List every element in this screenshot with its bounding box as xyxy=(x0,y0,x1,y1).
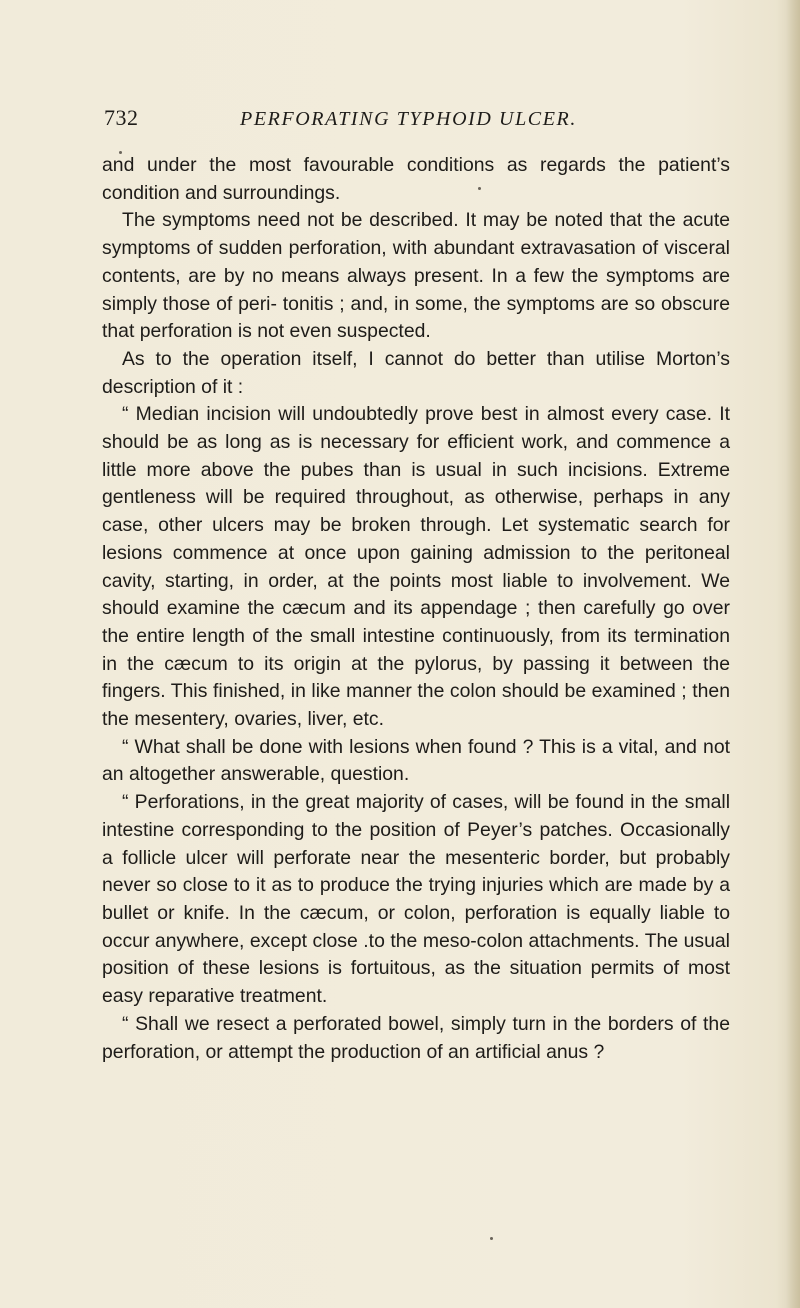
paper-speck xyxy=(478,187,481,190)
paragraph-symptoms: The symptoms need not be described. It may be noted that the acute symptoms of sudden perforation, with abundant extravasation of visceral contents, are by no means always present. In a few the symptoms are simply those of peri- tonitis ; and, in some, the symptoms are so obscure that perforation is not even suspected. xyxy=(102,209,730,343)
page-header xyxy=(104,104,704,140)
paragraph-resect-question: “ Shall we resect a perforated bowel, simply turn in the borders of the perforation, or attempt the production of an artificial anus ? xyxy=(102,1012,730,1063)
running-title: PERFORATING TYPHOID ULCER. xyxy=(240,108,577,130)
paper-speck xyxy=(490,1237,493,1240)
page-number: 732 xyxy=(104,105,139,130)
paper-speck xyxy=(119,151,122,154)
paragraph-operation: As to the operation itself, I cannot do better than utilise Morton’s description of it : xyxy=(102,347,730,398)
paragraph-continuation: and under the most favourable conditions as regards the patient’s condition and surroundings. xyxy=(102,154,730,204)
paragraph-perforations: “ Perforations, in the great majority of cases, will be found in the small intestine corresponding to the position of Peyer’s patches. Occasionally a follicle ulcer will perforate near the mesenteric border, but probably never so close to it as to produce the trying injuries which are made by a bullet or knife. In the cæcum, or colon, perforation is equally liable to occur anywhere, except close .to the meso-colon attachments. The usual position of these lesions is fortuitous, as the situation permits of most easy reparative treatment. xyxy=(102,791,730,1008)
body-text xyxy=(102,152,730,1066)
page-edge-shadow xyxy=(786,0,800,1308)
paragraph-median-incision: “ Median incision will undoubtedly prove best in almost every case. It should be as long as is necessary for efficient work, and commence a little more above the pubes than is usual in such incisions. Extreme gentleness will be required throughout, as otherwise, perhaps in any case, other ulcers may be broken through. Let systematic search for lesions commence at once upon gaining admission to the peritoneal cavity, starting, in order, at the points most liable to involvement. We should examine the cæcum and its appendage ; then carefully go over the entire length of the small intestine continuously, from its termination in the cæcum to its origin at the pylorus, by passing it between the fingers. This finished, in like manner the colon should be examined ; then the mesentery, ovaries, liver, etc. xyxy=(102,403,730,731)
paragraph-lesions-question: “ What shall be done with lesions when found ? This is a vital, and not an altogether answerable, question. xyxy=(102,735,730,786)
